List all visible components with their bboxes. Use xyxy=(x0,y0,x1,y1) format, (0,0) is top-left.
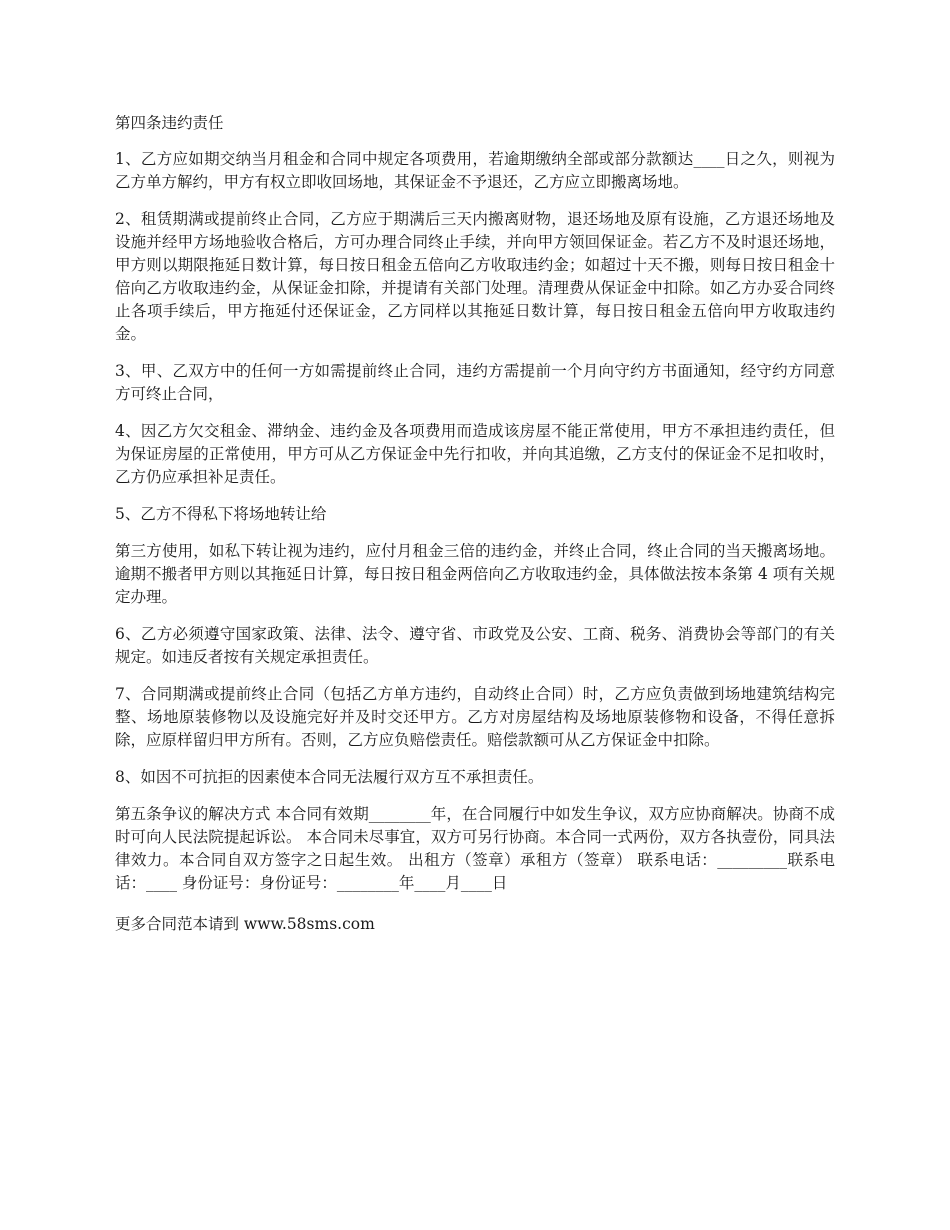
clause-7: 7、合同期满或提前终止合同（包括乙方单方违约，自动终止合同）时，乙方应负责做到场地建筑结构完整、场地原装修物以及设施完好并及时交还甲方。乙方对房屋结构及场地原装修物和设备，不得任意拆除，应原样留归甲方所有。否则，乙方应负赔偿责任。赔偿款额可从乙方保证金中扣除。 xyxy=(115,685,835,749)
clause-5-continued: 第三方使用，如私下转让视为违约，应付月租金三倍的违约金，并终止合同，终止合同的当天搬离场地。逾期不搬者甲方则以其拖延日计算，每日按日租金两倍向乙方收取违约金，具体做法按本条第 4 项有关规定办理。 xyxy=(115,542,835,606)
clause-3: 3、甲、乙双方中的任何一方如需提前终止合同，违约方需提前一个月向守约方书面通知，经守约方同意方可终止合同， xyxy=(115,362,835,403)
clause-6: 6、乙方必须遵守国家政策、法律、法令、遵守省、市政党及公安、工商、税务、消费协会等部门的有关规定。如违反者按有关规定承担责任。 xyxy=(115,625,835,666)
document-page xyxy=(115,112,835,950)
section-article-5-dispute-resolution: 第五条争议的解决方式 本合同有效期________年，在合同履行中如发生争议，双方应协商解决。协商不成时可向人民法院提起诉讼。 本合同未尽事宜，双方可另行协商。本合同一式两份，双方各执壹份，同具法律效力。本合同自双方签字之日起生效。 出租方（签章）承租方（签章） 联系电话：_________联系电话：____ 身份证号：身份证号：________年____月____日 xyxy=(115,805,835,892)
section-heading-article-4: 第四条违约责任 xyxy=(115,114,224,132)
footer-link-text: 更多合同范本请到 www.58sms.com xyxy=(115,915,375,933)
clause-2: 2、租赁期满或提前终止合同，乙方应于期满后三天内搬离财物，退还场地及原有设施，乙方退还场地及设施并经甲方场地验收合格后，方可办理合同终止手续，并向甲方领回保证金。若乙方不及时退还场地，甲方则以期限拖延日数计算，每日按日租金五倍向乙方收取违约金；如超过十天不搬，则每日按日租金十倍向乙方收取违约金，从保证金扣除，并提请有关部门处理。清理费从保证金中扣除。如乙方办妥合同终止各项手续后，甲方拖延付还保证金，乙方同样以其拖延日数计算，每日按日租金五倍向甲方收取违约金。 xyxy=(115,210,835,343)
clause-1: 1、乙方应如期交纳当月租金和合同中规定各项费用，若逾期缴纳全部或部分款额达____日之久，则视为乙方单方解约，甲方有权立即收回场地，其保证金不予退还，乙方应立即搬离场地。 xyxy=(115,150,835,191)
clause-4: 4、因乙方欠交租金、滞纳金、违约金及各项费用而造成该房屋不能正常使用，甲方不承担违约责任，但为保证房屋的正常使用，甲方可从乙方保证金中先行扣收，并向其追缴，乙方支付的保证金不足扣收时，乙方仍应承担补足责任。 xyxy=(115,422,835,486)
clause-5: 5、乙方不得私下将场地转让给 xyxy=(115,505,327,523)
clause-8: 8、如因不可抗拒的因素使本合同无法履行双方互不承担责任。 xyxy=(115,768,544,786)
